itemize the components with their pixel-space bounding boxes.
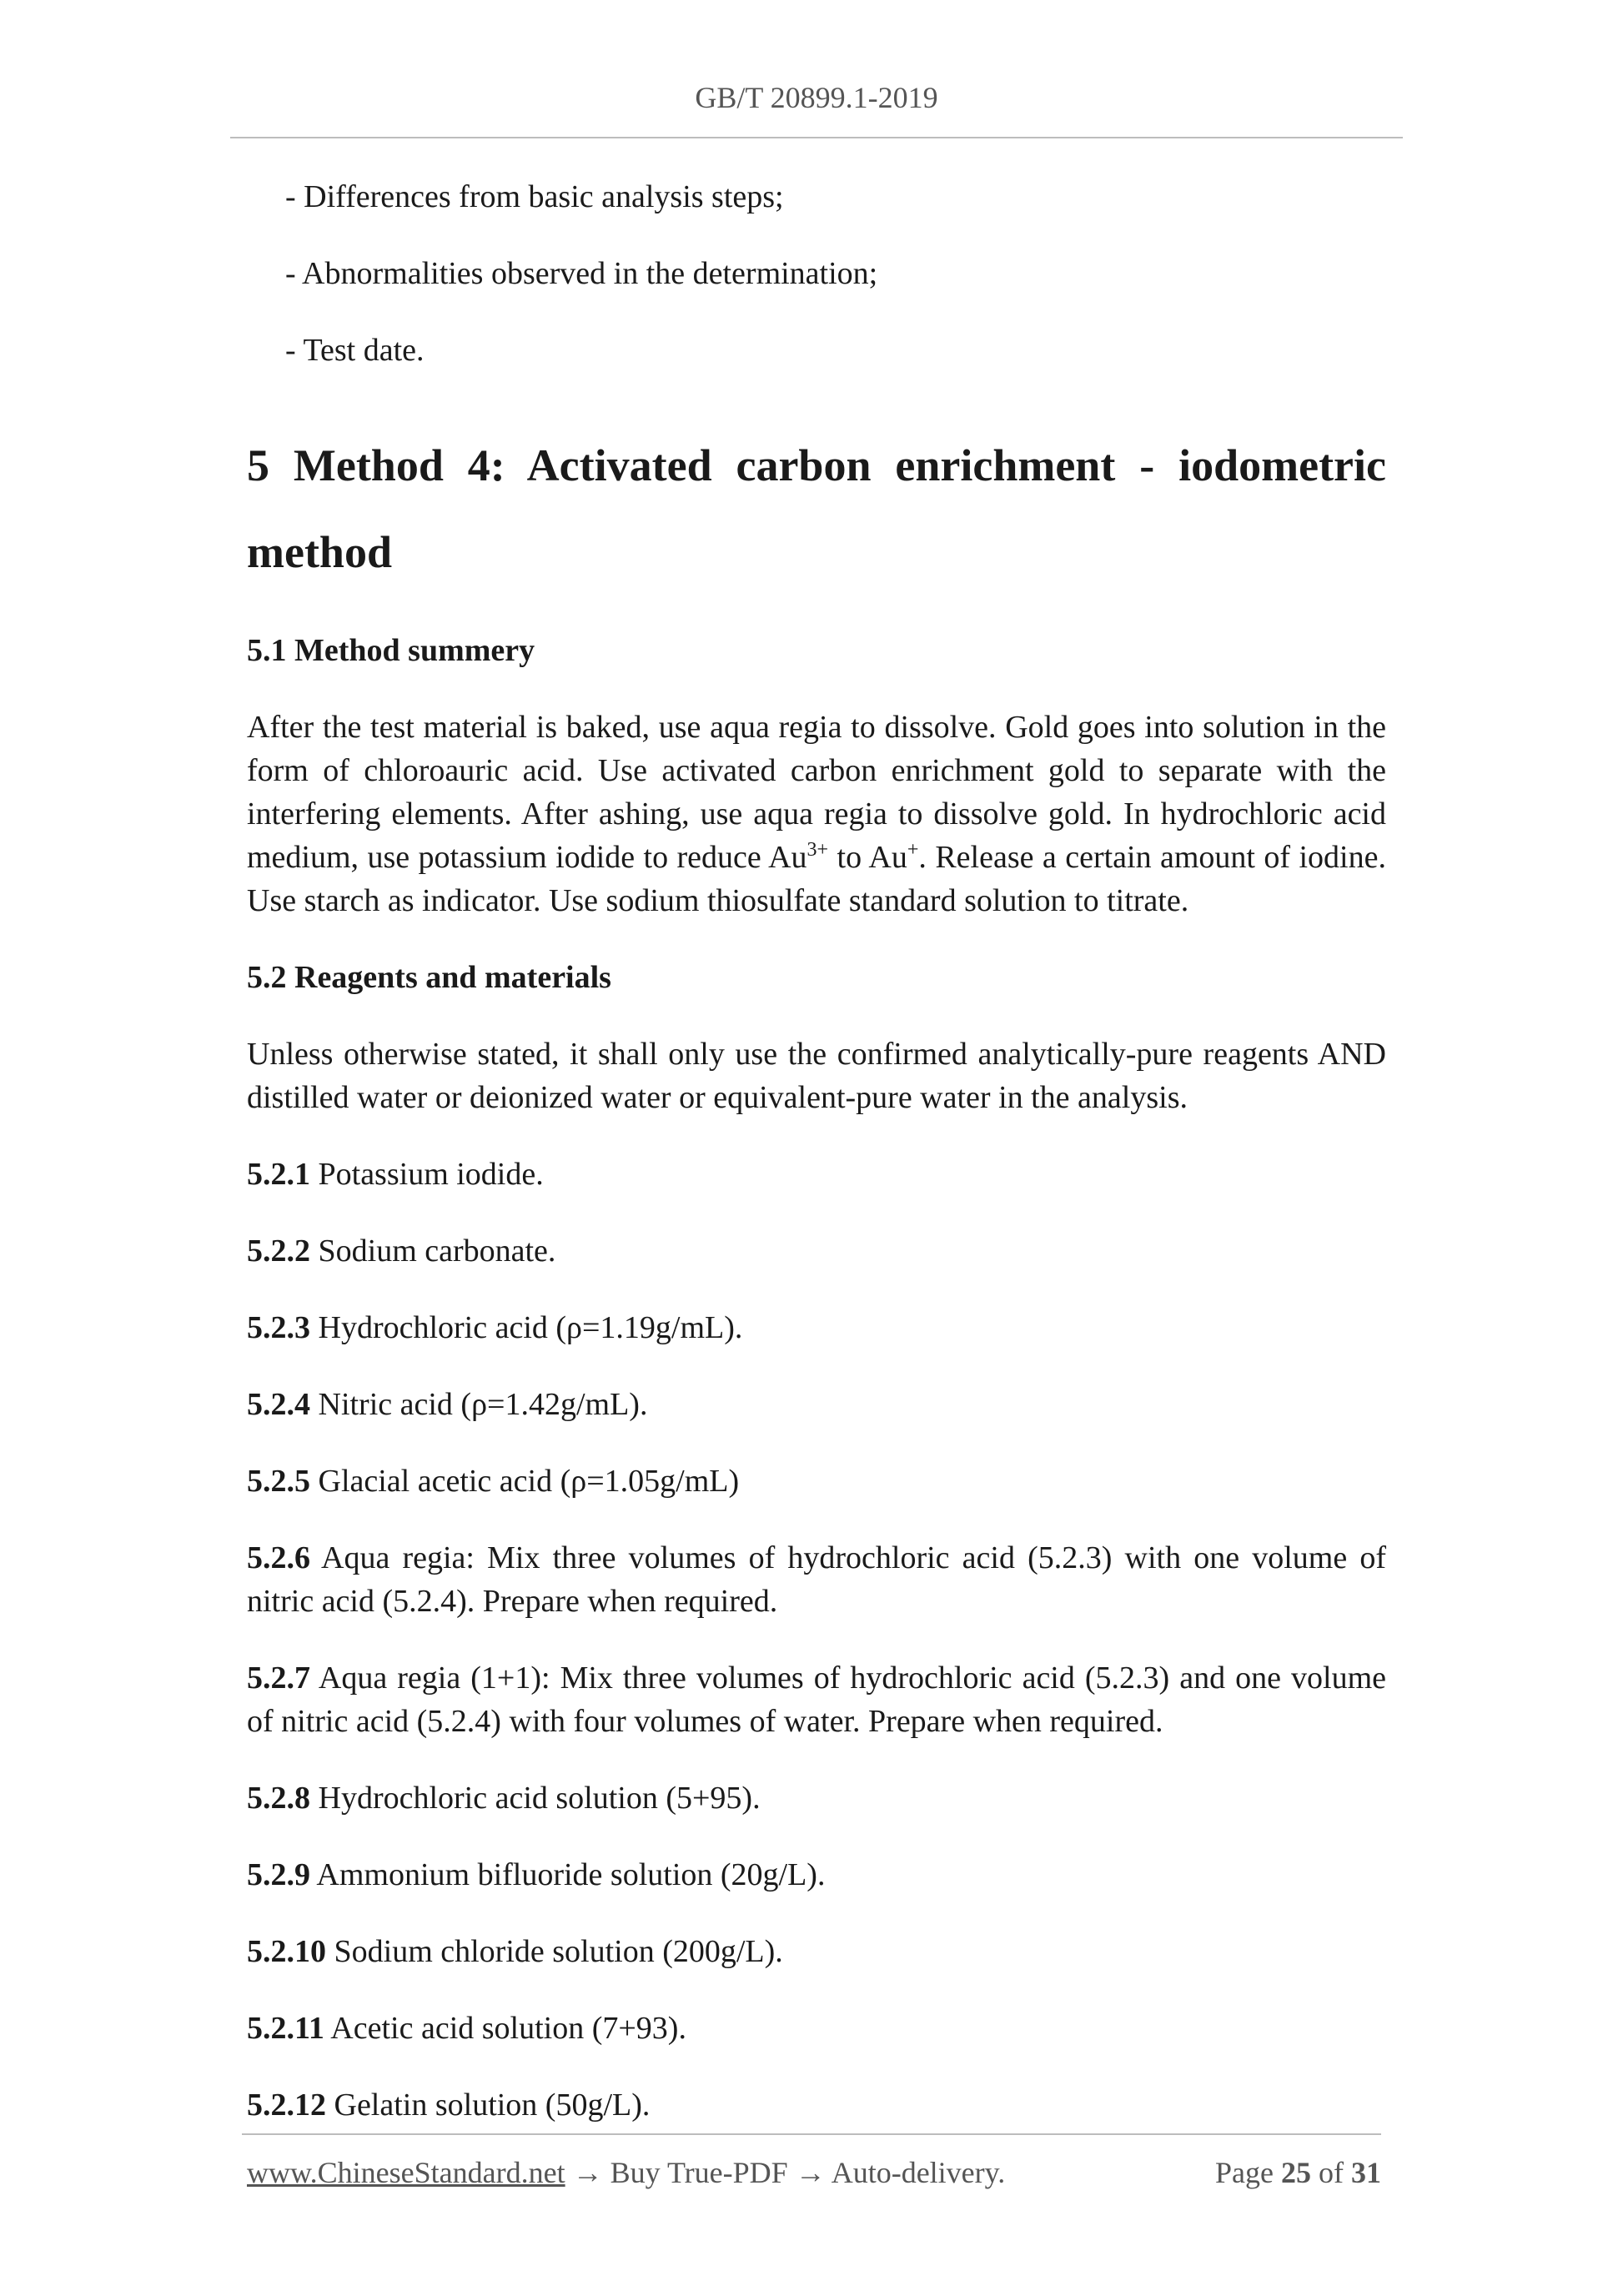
page-number: Page 25 of 31 (1215, 2156, 1381, 2189)
reagent-item: 5.2.10 Sodium chloride solution (200g/L). (247, 1934, 783, 1969)
page-header: GB/T 20899.1-2019 (695, 81, 938, 114)
reagent-item: 5.2.6 Aqua regia: Mix three volumes of hydrochloric acid (5.2.3) with one volume of nitric acid (5.2.4). Prepare when required. (247, 1540, 1386, 1619)
footer-divider (242, 2133, 1381, 2135)
page-body (247, 175, 1386, 2127)
reagents-intro-paragraph: Unless otherwise stated, it shall only use the confirmed analytically-pure reagents AND distilled water or deionized water or equivalent-pure water in the analysis. (247, 1037, 1386, 1115)
reagent-item: 5.2.12 Gelatin solution (50g/L). (247, 2088, 651, 2123)
reagent-item: 5.2.3 Hydrochloric acid (ρ=1.19g/mL). (247, 1310, 743, 1345)
reagent-item: 5.2.8 Hydrochloric acid solution (5+95). (247, 1781, 761, 1816)
section-5-1-heading: 5.1 Method summery (247, 633, 535, 668)
report-items-list (247, 175, 1386, 372)
section-5-2-heading: 5.2 Reagents and materials (247, 960, 611, 995)
reagent-item: 5.2.1 Potassium iodide. (247, 1157, 544, 1192)
header-divider (230, 137, 1403, 138)
reagent-item: 5.2.9 Ammonium bifluoride solution (20g/L). (247, 1857, 826, 1892)
reagent-item: 5.2.4 Nitric acid (ρ=1.42g/mL). (247, 1387, 648, 1422)
list-item: - Differences from basic analysis steps; (285, 179, 784, 214)
footer-promo: www.ChineseStandard.net → Buy True-PDF → Auto-delivery. (247, 2156, 1006, 2189)
method-summary-paragraph: After the test material is baked, use aqua regia to dissolve. Gold goes into solution in the form of chloroauric acid. Use activated carbon enrichment gold to separate with the interfering elements. After ashing, use aqua regia to dissolve gold. In hydrochloric acid medium, use potassium iodide to reduce $Au^{3+}$ to Au+. Release a certain amount of iodine. Use starch as indicator. Use sodium thiosulfate standard solution to titrate. (247, 710, 1386, 918)
reagent-item: 5.2.7 Aqua regia (1+1): Mix three volumes of hydrochloric acid (5.2.3) and one volume of nitric acid (5.2.4) with four volumes of water. Prepare when required. (247, 1660, 1386, 1739)
superscript: 3+ (806, 839, 829, 861)
list-item: - Test date. (285, 333, 425, 368)
list-item: - Abnormalities observed in the determination; (285, 256, 878, 291)
reagent-item: 5.2.2 Sodium carbonate. (247, 1233, 556, 1269)
website-link[interactable]: www.ChineseStandard.net (247, 2156, 565, 2189)
page-footer (247, 2155, 1381, 2190)
reagent-item: 5.2.5 Glacial acetic acid (ρ=1.05g/mL) (247, 1464, 740, 1499)
section-5-heading: 5 Method 4: Activated carbon enrichment - iodometric method (247, 440, 1386, 577)
reagent-item: 5.2.11 Acetic acid solution (7+93). (247, 2011, 686, 2046)
superscript: + (907, 839, 919, 861)
